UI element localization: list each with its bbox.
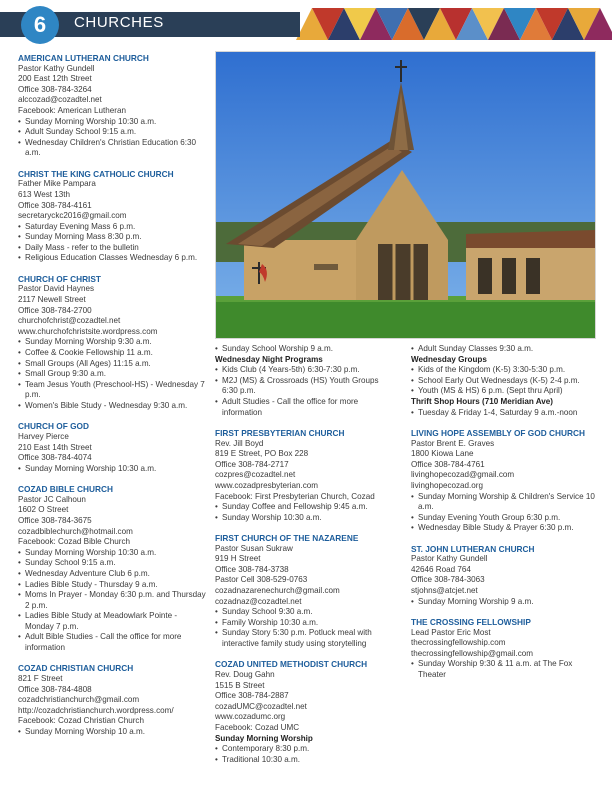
detail-line: www.cozadpresbyterian.com (215, 480, 319, 490)
column-2 (215, 344, 395, 775)
service-item: • Sunday Evening Youth Group 6:30 p.m. (411, 513, 596, 524)
detail-line: Office 308-784-3264 (18, 84, 92, 94)
detail-line: Facebook: First Presbyterian Church, Cozad (215, 491, 375, 501)
detail-line: Harvey Pierce (18, 431, 69, 441)
service-item: • Sunday School 9:30 a.m. (215, 607, 395, 618)
detail-line: Pastor Brent E. Graves (411, 438, 495, 448)
detail-line: 613 West 13th (18, 189, 71, 199)
service-item: • Sunday Story 5:30 p.m. Potluck meal with interactive family study using storytelling (215, 628, 395, 649)
detail-line: cozadUMC@cozadtel.net (215, 701, 307, 711)
service-item: • Saturday Evening Mass 6 p.m. (18, 222, 206, 233)
service-item: • Adult Sunday Classes 9:30 a.m. (411, 344, 596, 355)
detail-line: Facebook: Cozad UMC (215, 722, 300, 732)
service-item: • Tuesday & Friday 1-4, Saturday 9 a.m.-noon (411, 408, 596, 419)
service-list (18, 337, 206, 411)
church-name: LIVING HOPE ASSEMBLY OF GOD CHURCH (411, 427, 585, 438)
subheading: Wednesday Night Programs (215, 354, 323, 364)
service-item: • Youth (MS & HS) 6 p.m. (Sept thru April) (411, 386, 596, 397)
detail-line: 2117 Newell Street (18, 295, 86, 305)
service-item: • Sunday Morning Mass 8:30 p.m. (18, 232, 206, 243)
service-list (411, 597, 596, 608)
subheading: Thrift Shop Hours (710 Meridian Ave) (411, 396, 553, 406)
detail-line: Pastor JC Calhoun (18, 494, 86, 504)
detail-line: Pastor Cell 308-529-0763 (215, 575, 308, 585)
church-entry (18, 484, 206, 654)
detail-line: 919 H Street (215, 554, 261, 564)
church-name: FIRST PRESBYTERIAN CHURCH (215, 427, 345, 438)
service-item: • Adult Studies - Call the office for more information (215, 397, 395, 418)
service-item: • Adult Bible Studies - Call the office for more information (18, 632, 206, 653)
church-entry (18, 421, 206, 474)
service-item: • Sunday Morning Worship 9:30 a.m. (18, 337, 206, 348)
detail-line: www.cozadumc.org (215, 712, 286, 722)
church-name: FIRST CHURCH OF THE NAZARENE (215, 533, 359, 544)
detail-line: Office 308-784-2887 (215, 691, 289, 701)
service-item: • Sunday Morning Worship & Children's Service 10 a.m. (411, 492, 596, 513)
church-building-illustration (216, 52, 596, 339)
detail-line: 200 East 12th Street (18, 74, 92, 84)
detail-line: livinghopecozad.org (411, 480, 483, 490)
church-entry (215, 659, 395, 765)
detail-line: Office 308-784-3675 (18, 515, 92, 525)
service-item: • Wednesday Children's Christian Education 6:30 a.m. (18, 138, 206, 159)
service-item: • Adult Sunday School 9:15 a.m. (18, 127, 206, 138)
subheading: Sunday Morning Worship (215, 733, 313, 743)
column-3 (411, 344, 596, 690)
service-item: • Family Worship 10:30 a.m. (215, 618, 395, 629)
detail-line: 210 East 14th Street (18, 442, 92, 452)
service-item: • Coffee & Cookie Fellowship 11 a.m. (18, 348, 206, 359)
service-item: • Daily Mass - refer to the bulletin (18, 243, 206, 254)
detail-line: Facebook: American Lutheran (18, 105, 126, 115)
service-item: • Religious Education Classes Wednesday 6 p.m. (18, 253, 206, 264)
church-entry (411, 617, 596, 681)
service-item: • Sunday Morning Worship 9 a.m. (411, 597, 596, 608)
church-entry (411, 344, 596, 418)
detail-line: Pastor Kathy Gundell (411, 554, 488, 564)
service-item: • M2J (MS) & Crossroads (HS) Youth Groups 6:30 p.m. (215, 376, 395, 397)
service-item: • Sunday Worship 9:30 & 11 a.m. at The Fox Theater (411, 659, 596, 680)
detail-line: 42646 Road 764 (411, 564, 471, 574)
service-item: • Sunday Morning Worship 10:30 a.m. (18, 464, 206, 475)
church-name: COZAD BIBLE CHURCH (18, 484, 113, 495)
service-list (18, 117, 206, 159)
service-item: • Kids of the Kingdom (K-5) 3:30-5:30 p.m. (411, 365, 596, 376)
detail-line: Pastor David Haynes (18, 284, 95, 294)
church-photo (215, 51, 596, 339)
service-item: • Small Group 9:30 a.m. (18, 369, 206, 380)
service-list (18, 727, 206, 738)
service-list (411, 365, 596, 397)
service-item: • Sunday School 9:15 a.m. (18, 558, 206, 569)
service-list (411, 344, 596, 355)
detail-line: 819 E Street, PO Box 228 (215, 449, 309, 459)
page-number-badge: 6 (21, 6, 59, 44)
service-list (18, 222, 206, 264)
church-name: CHURCH OF CHRIST (18, 273, 101, 284)
detail-line: Office 308-784-4161 (18, 200, 92, 210)
church-entry (215, 344, 395, 418)
service-list (215, 365, 395, 418)
detail-line: cozadnazarenechurch@gmail.com (215, 586, 340, 596)
detail-line: alccozad@cozadtel.net (18, 95, 102, 105)
service-list (18, 548, 206, 654)
service-item: • Sunday Morning Worship 10:30 a.m. (18, 117, 206, 128)
detail-line: 1515 B Street (215, 680, 265, 690)
detail-line: churchofchrist@cozadtel.net (18, 316, 121, 326)
service-item: • School Early Out Wednesdays (K-5) 2-4 p.m. (411, 376, 596, 387)
detail-line: Facebook: Cozad Bible Church (18, 537, 131, 547)
detail-line: http://cozadchristianchurch.wordpress.com/ (18, 705, 174, 715)
detail-line: Lead Pastor Eric Most (411, 627, 491, 637)
service-list (18, 464, 206, 475)
detail-line: Office 308-784-2700 (18, 305, 92, 315)
detail-line: thecrossingfellowship.com (411, 638, 506, 648)
detail-line: Pastor Kathy Gundell (18, 63, 95, 73)
church-name: THE CROSSING FELLOWSHIP (411, 617, 531, 628)
service-item: • Small Groups (All Ages) 11:15 a.m. (18, 359, 206, 370)
service-list (215, 502, 395, 523)
church-entry (18, 169, 206, 264)
church-entry (18, 53, 206, 159)
church-name: AMERICAN LUTHERAN CHURCH (18, 53, 149, 63)
church-entry (215, 533, 395, 650)
detail-line: cozadnaz@cozadtel.net (215, 596, 302, 606)
detail-line: Rev. Doug Gahn (215, 670, 275, 680)
church-entry (411, 544, 596, 608)
service-list (215, 344, 395, 355)
detail-line: Office 308-784-3738 (215, 564, 289, 574)
detail-line: Office 308-784-4074 (18, 453, 92, 463)
detail-line: Office 308-784-3063 (411, 575, 485, 585)
church-entry (18, 274, 206, 412)
service-item: • Wednesday Bible Study & Prayer 6:30 p.m. (411, 523, 596, 534)
detail-line: cozpres@cozadtel.net (215, 470, 296, 480)
detail-line: secretaryckc2016@gmail.com (18, 211, 127, 221)
service-list (215, 607, 395, 649)
detail-line: thecrossingfellowship@gmail.com (411, 648, 534, 658)
detail-line: www.churchofchristsite.wordpress.com (18, 326, 158, 336)
service-item: • Ladies Bible Study - Thursday 9 a.m. (18, 580, 206, 591)
detail-line: Office 308-784-4761 (411, 459, 485, 469)
service-item: • Wednesday Adventure Club 6 p.m. (18, 569, 206, 580)
detail-line: Facebook: Cozad Christian Church (18, 716, 144, 726)
service-item: • Sunday Worship 10:30 a.m. (215, 513, 395, 524)
service-item: • Kids Club (4 Years-5th) 6:30-7:30 p.m. (215, 365, 395, 376)
service-item: • Sunday Morning Worship 10:30 a.m. (18, 548, 206, 559)
service-item: • Sunday Morning Worship 10 a.m. (18, 727, 206, 738)
service-item: • Team Jesus Youth (Preschool-HS) - Wednesday 7 p.m. (18, 380, 206, 401)
column-1 (18, 53, 206, 747)
service-item: • Traditional 10:30 a.m. (215, 755, 395, 766)
detail-line: Father Mike Pampara (18, 179, 96, 189)
church-name: ST. JOHN LUTHERAN CHURCH (411, 543, 535, 554)
detail-line: cozadbiblechurch@hotmail.com (18, 526, 133, 536)
detail-line: Rev. Jill Boyd (215, 438, 264, 448)
page-header (0, 0, 612, 44)
church-name: CHRIST THE KING CATHOLIC CHURCH (18, 168, 174, 179)
service-item: • Sunday Coffee and Fellowship 9:45 a.m. (215, 502, 395, 513)
detail-line: 821 F Street (18, 674, 63, 684)
service-item: • Ladies Bible Study at Meadowlark Pointe - Monday 7 p.m. (18, 611, 206, 632)
service-item: • Sunday School Worship 9 a.m. (215, 344, 395, 355)
church-entry (411, 428, 596, 534)
service-list (411, 492, 596, 534)
service-item: • Moms In Prayer - Monday 6:30 p.m. and Thursday 2 p.m. (18, 590, 206, 611)
detail-line: Pastor Susan Sukraw (215, 543, 293, 553)
detail-line: 1800 Kiowa Lane (411, 449, 474, 459)
detail-line: 1602 O Street (18, 505, 69, 515)
detail-line: Office 308-784-4808 (18, 684, 92, 694)
triangle-pattern-decoration (296, 8, 612, 40)
detail-line: cozadchristianchurch@gmail.com (18, 695, 140, 705)
church-name: CHURCH OF GOD (18, 421, 89, 432)
service-list (215, 744, 395, 765)
detail-line: livinghopecozad@gmail.com (411, 470, 515, 480)
church-name: COZAD UNITED METHODIST CHURCH (215, 659, 368, 670)
subheading: Wednesday Groups (411, 354, 487, 364)
detail-line: stjohns@atcjet.net (411, 586, 478, 596)
service-list (411, 408, 596, 419)
church-entry (18, 663, 206, 737)
church-entry (215, 428, 395, 523)
page-title: CHURCHES (74, 14, 164, 31)
church-name: COZAD CHRISTIAN CHURCH (18, 663, 134, 674)
service-item: • Contemporary 8:30 p.m. (215, 744, 395, 755)
service-list (411, 659, 596, 680)
service-item: • Women's Bible Study - Wednesday 9:30 a.m. (18, 401, 206, 412)
detail-line: Office 308-784-2717 (215, 459, 289, 469)
